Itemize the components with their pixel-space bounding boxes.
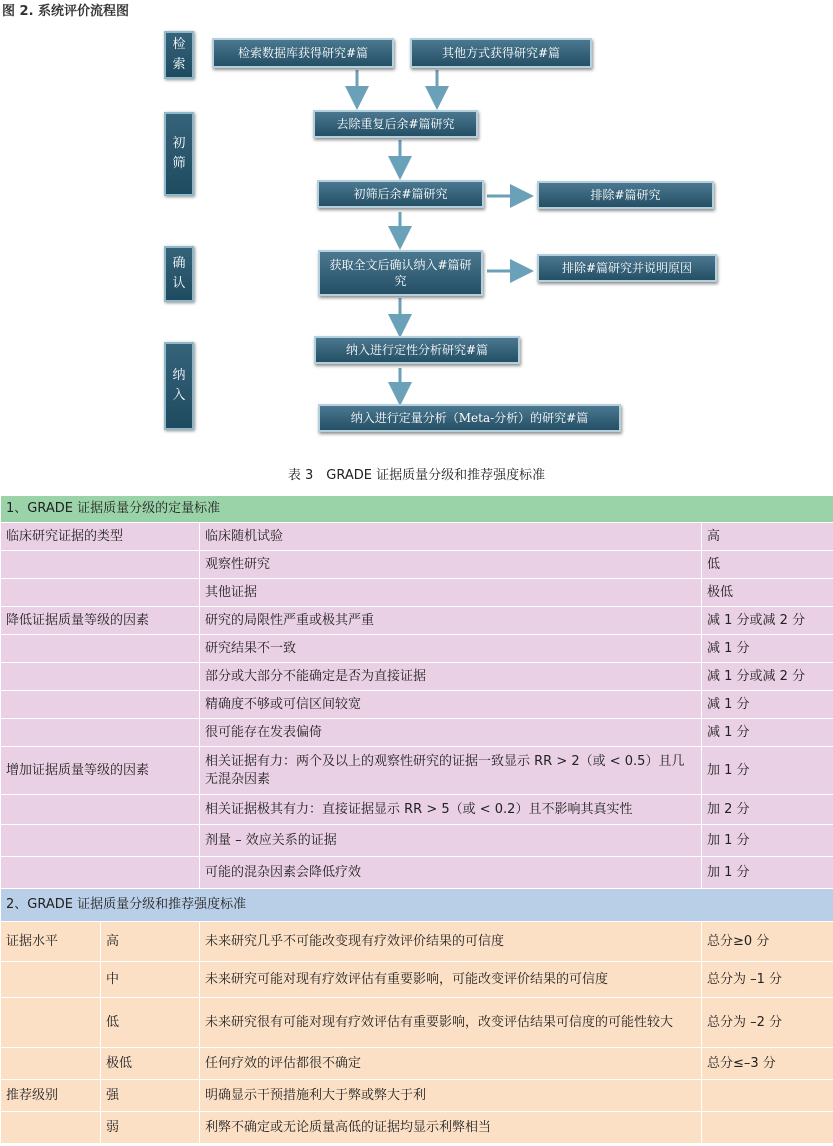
row-category: 推荐级别 <box>1 1080 101 1112</box>
row-description: 利弊不确定或无论质量高低的证据均显示利弊相当 <box>200 1112 702 1144</box>
row-item: 相关证据有力：两个及以上的观察性研究的证据一致显示 RR > 2（或 < 0.5）且几无混杂因素 <box>200 747 702 795</box>
row-score: 低 <box>702 551 833 579</box>
row-category <box>1 635 200 663</box>
box-quantitative-analysis: 纳入进行定量分析（Meta-分析）的研究#篇 <box>318 404 621 432</box>
row-item: 部分或大部分不能确定是否为直接证据 <box>200 663 702 691</box>
row-item: 剂量 – 效应关系的证据 <box>200 825 702 857</box>
row-category <box>1 825 200 857</box>
row-level: 低 <box>101 998 200 1048</box>
table-row <box>1 747 833 795</box>
row-level: 弱 <box>101 1112 200 1144</box>
table-row <box>1 1048 833 1080</box>
table-row <box>1 1080 833 1112</box>
row-score: 总分为 –2 分 <box>702 998 833 1048</box>
table-row <box>1 691 833 719</box>
row-category <box>1 719 200 747</box>
section-header-row <box>1 889 833 922</box>
row-item: 研究结果不一致 <box>200 635 702 663</box>
row-score: 高 <box>702 523 833 551</box>
row-category <box>1 691 200 719</box>
row-description: 明确显示干预措施利大于弊或弊大于利 <box>200 1080 702 1112</box>
row-category <box>1 551 200 579</box>
row-level: 强 <box>101 1080 200 1112</box>
table-row <box>1 579 833 607</box>
table-row <box>1 795 833 825</box>
row-score <box>702 1112 833 1144</box>
table-row <box>1 825 833 857</box>
row-category <box>1 962 101 998</box>
row-score: 减 1 分或减 2 分 <box>702 607 833 635</box>
row-description: 未来研究可能对现有疗效评估有重要影响，可能改变评价结果的可信度 <box>200 962 702 998</box>
row-description: 未来研究几乎不可能改变现有疗效评价结果的可信度 <box>200 922 702 962</box>
row-score: 总分≥0 分 <box>702 922 833 962</box>
flow-diagram <box>0 20 833 440</box>
row-level: 极低 <box>101 1048 200 1080</box>
row-item: 可能的混杂因素会降低疗效 <box>200 857 702 889</box>
table-row <box>1 635 833 663</box>
row-category: 增加证据质量等级的因素 <box>1 747 200 795</box>
table-row <box>1 607 833 635</box>
section2-title: 2、GRADE 证据质量分级和推荐强度标准 <box>1 889 833 922</box>
stage-label-confirmation: 确 认 <box>164 246 194 302</box>
table-row <box>1 663 833 691</box>
table-row <box>1 551 833 579</box>
row-category <box>1 663 200 691</box>
row-score: 减 1 分 <box>702 719 833 747</box>
row-score <box>702 1080 833 1112</box>
row-category: 证据水平 <box>1 922 101 962</box>
table-caption: 表 3 GRADE 证据质量分级和推荐强度标准 <box>287 468 546 483</box>
row-score: 减 1 分 <box>702 635 833 663</box>
box-deduplicated: 去除重复后余#篇研究 <box>313 110 478 138</box>
row-item: 临床随机试验 <box>200 523 702 551</box>
box-fulltext-confirmed: 获取全文后确认纳入#篇研究 <box>318 250 483 296</box>
stage-label-inclusion: 纳 入 <box>164 342 194 430</box>
box-other-search: 其他方式获得研究#篇 <box>410 38 592 68</box>
row-score: 减 1 分或减 2 分 <box>702 663 833 691</box>
row-score: 加 1 分 <box>702 857 833 889</box>
row-category <box>1 1112 101 1144</box>
table-row <box>1 1112 833 1144</box>
row-level: 中 <box>101 962 200 998</box>
row-category <box>1 998 101 1048</box>
box-screened: 初筛后余#篇研究 <box>317 180 484 208</box>
row-category: 降低证据质量等级的因素 <box>1 607 200 635</box>
row-description: 任何疗效的评估都很不确定 <box>200 1048 702 1080</box>
section1-title: 1、GRADE 证据质量分级的定量标准 <box>1 496 833 523</box>
box-database-search: 检索数据库获得研究#篇 <box>212 38 394 68</box>
row-score: 极低 <box>702 579 833 607</box>
table-row <box>1 857 833 889</box>
row-item: 很可能存在发表偏倚 <box>200 719 702 747</box>
table-row <box>1 523 833 551</box>
section-header-row <box>1 496 833 523</box>
row-score: 减 1 分 <box>702 691 833 719</box>
stage-label-search: 检 索 <box>164 31 194 79</box>
row-item: 相关证据极其有力：直接证据显示 RR > 5（或 < 0.2）且不影响其真实性 <box>200 795 702 825</box>
row-score: 总分≤–3 分 <box>702 1048 833 1080</box>
row-item: 研究的局限性严重或极其严重 <box>200 607 702 635</box>
row-score: 加 1 分 <box>702 747 833 795</box>
row-item: 观察性研究 <box>200 551 702 579</box>
figure-title: 图 2. 系统评价流程图 <box>2 4 130 19</box>
row-category <box>1 857 200 889</box>
row-category: 临床研究证据的类型 <box>1 523 200 551</box>
row-category <box>1 1048 101 1080</box>
row-item: 其他证据 <box>200 579 702 607</box>
box-excluded: 排除#篇研究 <box>537 181 714 209</box>
row-score: 加 2 分 <box>702 795 833 825</box>
grade-table <box>0 495 833 1144</box>
box-excluded-with-reason: 排除#篇研究并说明原因 <box>537 254 717 282</box>
row-score: 加 1 分 <box>702 825 833 857</box>
row-category <box>1 579 200 607</box>
row-item: 精确度不够或可信区间较宽 <box>200 691 702 719</box>
row-description: 未来研究很有可能对现有疗效评估有重要影响，改变评估结果可信度的可能性较大 <box>200 998 702 1048</box>
table-row <box>1 922 833 962</box>
box-qualitative-analysis: 纳入进行定性分析研究#篇 <box>314 336 520 364</box>
table-row <box>1 962 833 998</box>
row-category <box>1 795 200 825</box>
row-score: 总分为 –1 分 <box>702 962 833 998</box>
stage-label-screening: 初 筛 <box>164 112 194 196</box>
table-row <box>1 998 833 1048</box>
flow-arrows <box>0 20 833 440</box>
table-row <box>1 719 833 747</box>
row-level: 高 <box>101 922 200 962</box>
